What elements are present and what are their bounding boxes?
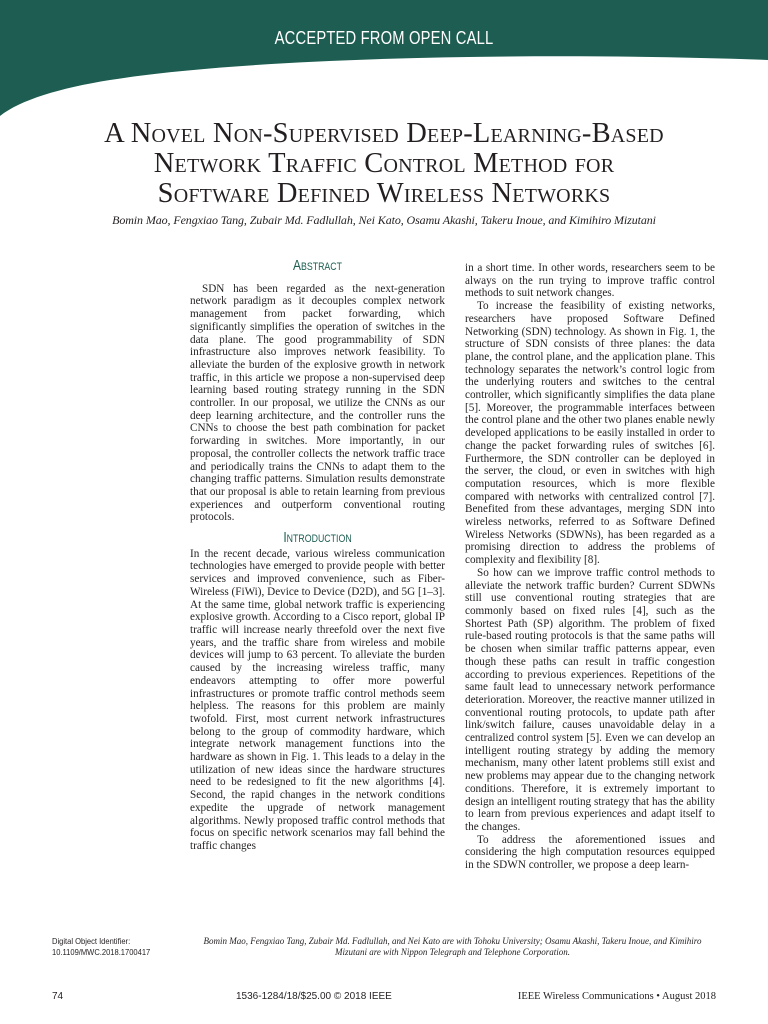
doi-label: Digital Object Identifier: <box>52 936 131 946</box>
introduction-heading: Introduction <box>283 529 352 547</box>
intro-paragraph-2: To increase the feasibility of existing networks, researchers have proposed Software Defined Networking (SDN) technology. As shown in Fig. 1, the structure of SDN consists of three planes: the data plane, the control plane, and the application plane. This technology separates the network’s control logic from the underlying routers and switches to the central controller, which significantly simplifies the data plane [5]. Moreover, the programmable interfaces between the control plane and the other two planes enable newly developed applications to be easily installed in order to change the packet forwarding rules of switches [6]. Furthermore, the SDN controller can be deployed in the server, the cloud, or even in switches with high computation resources, which is more flexible compared with networks with centralized control [7]. Benefited from these advantages, merging SDN into wireless networks, referred to as Software Defined Wireless Networks (SDWNs), has been regarded as a promising direction to address the problems of complexity and flexibility [8]. <box>465 300 715 567</box>
doi-block <box>52 936 150 958</box>
page-number: 74 <box>52 991 64 1002</box>
intro-paragraph-1: In the recent decade, various wireless communication technologies have emerged to provide people with better services and improved convenience, such as Fiber-Wireless (FiWi), Device to Device (D2D), and 5G [1–3]. At the same time, global network traffic is experiencing explosive growth. According to a Cisco report, global IP traffic will increase nearly threefold over the next five years, and the traffic share from wireless and mobile devices will jump to 63 percent. To alleviate the burden caused by the increasing wireless traffic, many endeavors attempting to offer more powerful infrastructures or promote traffic control methods seem helpless. The reasons for this problem are mainly twofold. First, most current network infrastructures belong to the group of commodity hardware, which integrate network management functions into the hardware as shown in Fig. 1. This leads to a delay in the utilization of new ideas since the hardware structures need to be redesigned to fit the new algorithms [4]. Second, the rapid changes in the network conditions expedite the upgrade of network management algorithms. Newly proposed traffic control methods that focus on specific network scenarios may fall behind the traffic changes <box>190 547 445 852</box>
abstract-text: SDN has been regarded as the next-generation network paradigm as it decouples complex network management from packet forwarding, which significantly simplifies the operation of switches in the data plane. The good programmability of SDN infrastructure also improves network feasibility. To alleviate the burden of the explosive growth in network traffic, in this article we propose a non-supervised deep learning based routing strategy running in the SDN controller. In our proposal, we utilize the CNNs as our deep learning architecture, and the controller runs the CNNs to choose the best path combination for packet forwarding in switches. More importantly, in our proposal, the controller collects the network traffic trace and periodically trains the CNNs to adapt them to the changing traffic patterns. Simulation results demonstrate that our proposal is able to retain learning from previous experiences and outperform conventional routing protocols. <box>190 282 445 524</box>
paper-title <box>20 119 748 209</box>
abstract-heading: Abstract <box>292 257 343 274</box>
intro-paragraph-3: So how can we improve traffic control methods to alleviate the network traffic burden? Current SDWNs still use conventional routing strategies that are commonly based on fixed rules [4], such as the Shortest Path (SP) algorithm. The problem of fixed rule-based routing protocols is that the same paths will be chosen when similar traffic patterns appear, even though these paths can result in traffic congestion according to previous experiences. Repetitions of the same fault lead to unnecessary network performance deterioration. Moreover, the reactive manner utilized in conventional routing protocols, to update path after link/switch failure, causes unavoidable delay in a centralized control system [5]. Even we can develop an intelligent routing strategy by adding the memory mechanism, many other latent problems still exist and new problems may appear due to the changing network conditions. Therefore, it is extremely important to design an intelligent routing strategy that has the ability to learn from previous experiences and adapt itself to the changes. <box>465 566 715 833</box>
doi-value: 10.1109/MWC.2018.1700417 <box>52 947 151 957</box>
journal-issue: IEEE Wireless Communications • August 2018 <box>517 991 716 1002</box>
title-line-3: Software Defined Wireless Networks <box>157 178 611 209</box>
author-list: Bomin Mao, Fengxiao Tang, Zubair Md. Fadlullah, Nei Kato, Osamu Akashi, Takeru Inoue, and Kimihiro Mizutani <box>112 213 656 227</box>
header-banner <box>0 0 768 118</box>
author-affiliations: Bomin Mao, Fengxiao Tang, Zubair Md. Fadlullah, and Nei Kato are with Tohoku University; Osamu Akashi, Takeru Inoue, and Kimihiro Mizutani are with Nippon Telegraph and Telephone Corporation. <box>203 936 702 957</box>
title-line-1: A Novel Non-Supervised Deep-Learning-Based <box>104 118 664 149</box>
title-line-2: Network Traffic Control Method for <box>153 148 615 179</box>
intro-paragraph-1-continued: in a short time. In other words, researchers seem to be always on the run trying to improve traffic control methods to suit network changes. <box>465 262 715 300</box>
issn-copyright: 1536-1284/18/$25.00 © 2018 IEEE <box>236 991 392 1002</box>
banner-shape <box>0 0 768 118</box>
right-column <box>465 262 715 872</box>
intro-paragraph-4: To address the aforementioned issues and considering the high computation resources equipped in the SDWN controller, we propose a deep learn- <box>465 833 715 872</box>
banner-label: ACCEPTED FROM OPEN CALL <box>274 28 494 48</box>
left-column <box>190 257 445 853</box>
